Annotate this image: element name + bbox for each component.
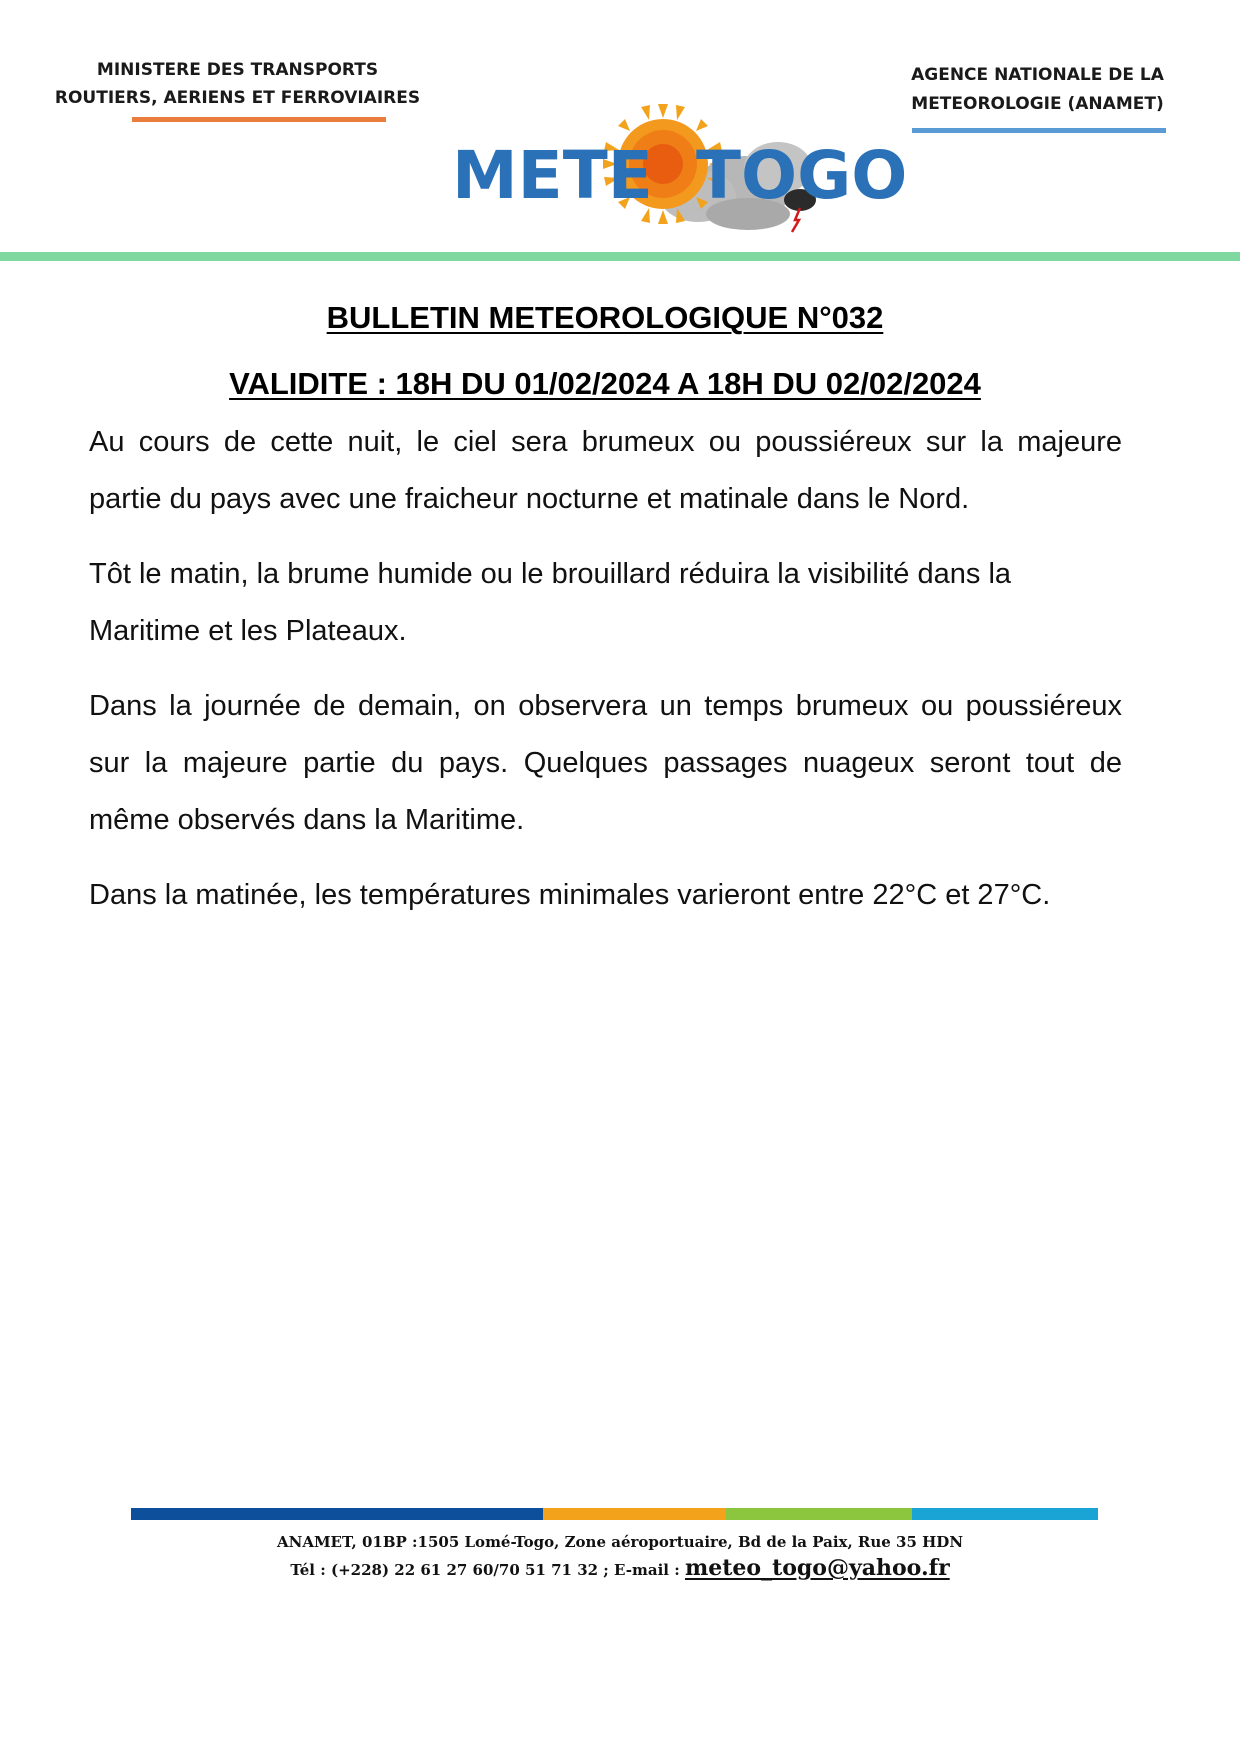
logo-text-left: METE (452, 137, 653, 214)
agency-line-2: METEOROLOGIE (ANAMET) (911, 94, 1164, 114)
ministry-divider (132, 117, 386, 122)
agency-name (895, 61, 1180, 119)
footer-address: ANAMET, 01BP :1505 Lomé-Togo, Zone aéroportuaire, Bd de la Paix, Rue 35 HDN (276, 1533, 964, 1551)
footer-bar-blue (131, 1508, 543, 1520)
footer-bar-cyan (912, 1508, 1098, 1520)
footer-bar-green (726, 1508, 912, 1520)
ministry-name (50, 56, 425, 112)
logo-text-right: TOGO (696, 137, 908, 214)
paragraph-temperatures: Dans la matinée, les températures minimales varieront entre 22°C et 27°C. (89, 879, 1051, 911)
agency-divider (912, 128, 1166, 133)
paragraph-morning: Tôt le matin, la brume humide ou le brouillard réduira la visibilité dans la Maritime et les Plateaux. (89, 558, 1012, 647)
header-divider (0, 252, 1240, 261)
validity-period: VALIDITE : 18H DU 01/02/2024 A 18H DU 02/02/2024 (229, 366, 981, 401)
footer-bar-orange (543, 1508, 726, 1520)
footer-contact (0, 1555, 1240, 1581)
bulletin-body (89, 414, 1122, 942)
footer-email-link[interactable]: meteo_togo@yahoo.fr (684, 1555, 950, 1581)
paragraph-night: Au cours de cette nuit, le ciel sera brumeux ou poussiéreux sur la majeure partie du pays avec une fraicheur nocturne et matinale dans le Nord. (89, 426, 1122, 515)
ministry-line-1: MINISTERE DES TRANSPORTS (96, 60, 379, 80)
paragraph-day: Dans la journée de demain, on observera un temps brumeux ou poussiéreux sur la majeure partie du pays. Quelques passages nuageux seront tout de même observés dans la Maritime. (89, 690, 1122, 836)
ministry-line-2: ROUTIERS, AERIENS ET FERROVIAIRES (54, 88, 421, 108)
bulletin-title: BULLETIN METEOROLOGIQUE N°032 (326, 300, 884, 335)
meteo-togo-logo (448, 104, 928, 236)
footer-color-bar (131, 1508, 1098, 1520)
footer-phone: Tél : (+228) 22 61 27 60/70 51 71 32 ; E-mail : (290, 1561, 685, 1579)
agency-line-1: AGENCE NATIONALE DE LA (911, 65, 1164, 85)
